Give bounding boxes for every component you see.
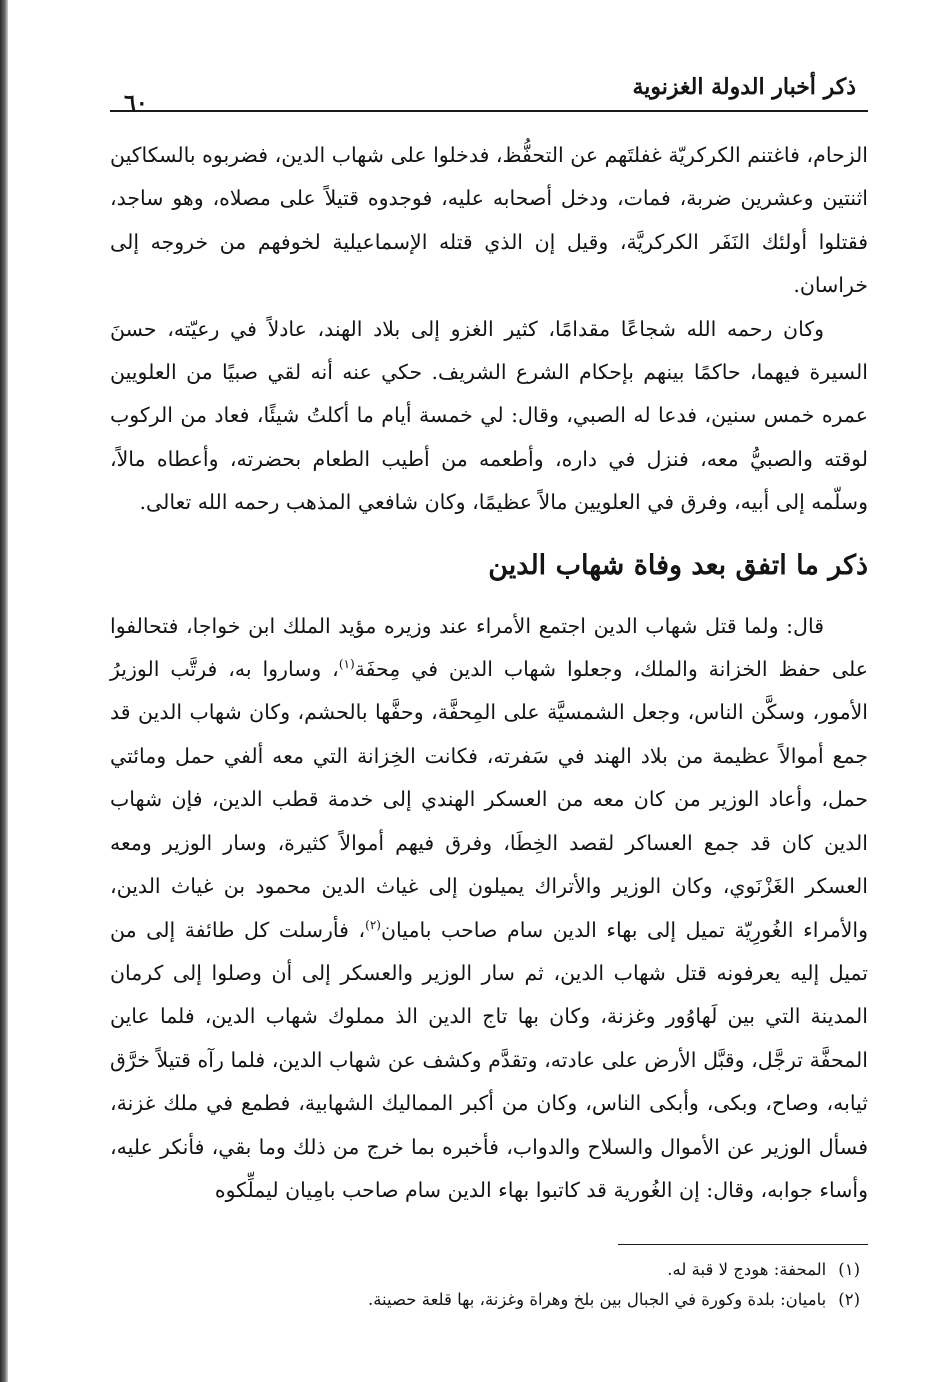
footnote-number: (٢) — [838, 1290, 860, 1310]
footnote-text: المحفة: هودج لا قبة له. — [667, 1260, 827, 1280]
footnote-1 — [110, 1255, 868, 1285]
header-rule — [110, 110, 868, 112]
footnote-number: (١) — [838, 1260, 860, 1280]
footnote-2 — [110, 1285, 868, 1315]
footnote-text: باميان: بلدة وكورة في الجبال بين بلخ وهراة وغزنة، بها قلعة حصينة. — [367, 1290, 827, 1310]
section-heading: ذكر ما اتفق بعد وفاة شهاب الدين — [488, 549, 868, 581]
body-text — [110, 134, 868, 1212]
running-head — [110, 62, 868, 114]
footnotes — [110, 1255, 868, 1315]
running-title: ذكر أخبار الدولة الغزنوية — [632, 74, 856, 100]
book-page — [110, 62, 868, 1315]
scan-edge — [0, 0, 8, 1382]
paragraph-biography: وكان رحمه الله شجاعًا مقدامًا، كثير الغزو إلى بلاد الهند، عادلاً في رعيّته، حسنَ السيرة فيهما، حاكمًا بينهم بإحكام الشرع الشريف. حكي عنه أنه لقي صبيًا من العلويين عمره خمس سنين، فدعا له الصبي، وقال: لي خمسة أيام ما أكلتُ شيئًا، فعاد من الركوب لوقته والصبيُّ معه، فنزل في داره، وأطعمه من أطيب الطعام بحضرته، وأعطاه مالاً، وسلّمه إلى أبيه، وفرق في العلويين مالاً عظيمًا، وكان شافعي المذهب رحمه الله تعالى. — [110, 316, 868, 515]
footnote-ref-2: (٢) — [365, 917, 381, 932]
paragraph-after-death — [110, 605, 868, 1213]
page-number: ٦٠ — [124, 90, 148, 116]
text-segment: قال: ولما قتل شهاب الدين اجتمع الأمراء عند وزيره مؤيد الملك ابن خواجا، فتحالفوا على حفظ الخزانة والملك، وجعلوا شهاب الدين في مِحفَة — [110, 613, 868, 682]
text-segment: ، وساروا به، فرتَّب الوزيرُ الأمور، وسكَّن الناس، وجعل الشمسيَّة على المِحفَّة، وحفَّها بالحشم، وكان شهاب الدين قد جمع أموالاً عظيمة من بلاد الهند في سَفرته، فكانت الخِزانة التي معه ألفي حمل ومائتي حمل، وأعاد الوزير من كان معه من العسكر الهندي إلى خدمة قطب الدين، فإن شهاب الدين كان قد جمع العساكر لقصد الخِطَا، وفرق فيهم أموالاً كثيرة، وسار الوزير ومعه العسكر الغَزْنَوي، وكان الوزير والأتراك يميلون إلى غياث الدين محمود بن غياث الدين، والأمراء الغُورِيّة تميل إلى بهاء الدين سام صاحب باميان — [110, 657, 869, 942]
footnote-ref-1: (١) — [338, 657, 355, 672]
footnote-rule — [618, 1244, 868, 1245]
paragraph-continued: الزحام، فاغتنم الكركريّة غفلتَهم عن التحفُّظ، فدخلوا على شهاب الدين، فضربوه بالسكاكين اثنتين وعشرين ضربة، فمات، ودخل أصحابه عليه، فوجدوه قتيلاً على مصلاه، وهو ساجد، فقتلوا أولئك النَفَر الكركريَّة، وقيل إن الذي قتله الإسماعيلية لخوفهم من خروجه إلى خراسان. — [110, 143, 868, 298]
text-segment: ، فأرسلت كل طائفة إلى من تميل إليه يعرفونه قتل شهاب الدين، ثم سار الوزير والعسكر إلى أن وصلوا إلى كرمان المدينة التي بين لَهاوُور وغزنة، وكان بها تاج الدين الذ مملوك شهاب الدين، فلما عاين المحفَّة ترجَّل، وقبَّل الأرض على عادته، وتقدَّم وكشف عن شهاب الدين، فلما رآه قتيلاً خرَّق ثيابه، وصاح، وبكى، وأبكى الناس، وكان من أكبر المماليك الشهابية، فطمع في ملك غزنة، فسأل الوزير عن الأموال والسلاح والدواب، فأخبره بما خرج من ذلك وما بقي، فأنكر عليه، وأساء جوابه، وقال: إن الغُورية قد كاتبوا بهاء الدين سام صاحب بامِيان ليملِّكوه — [110, 917, 868, 1202]
